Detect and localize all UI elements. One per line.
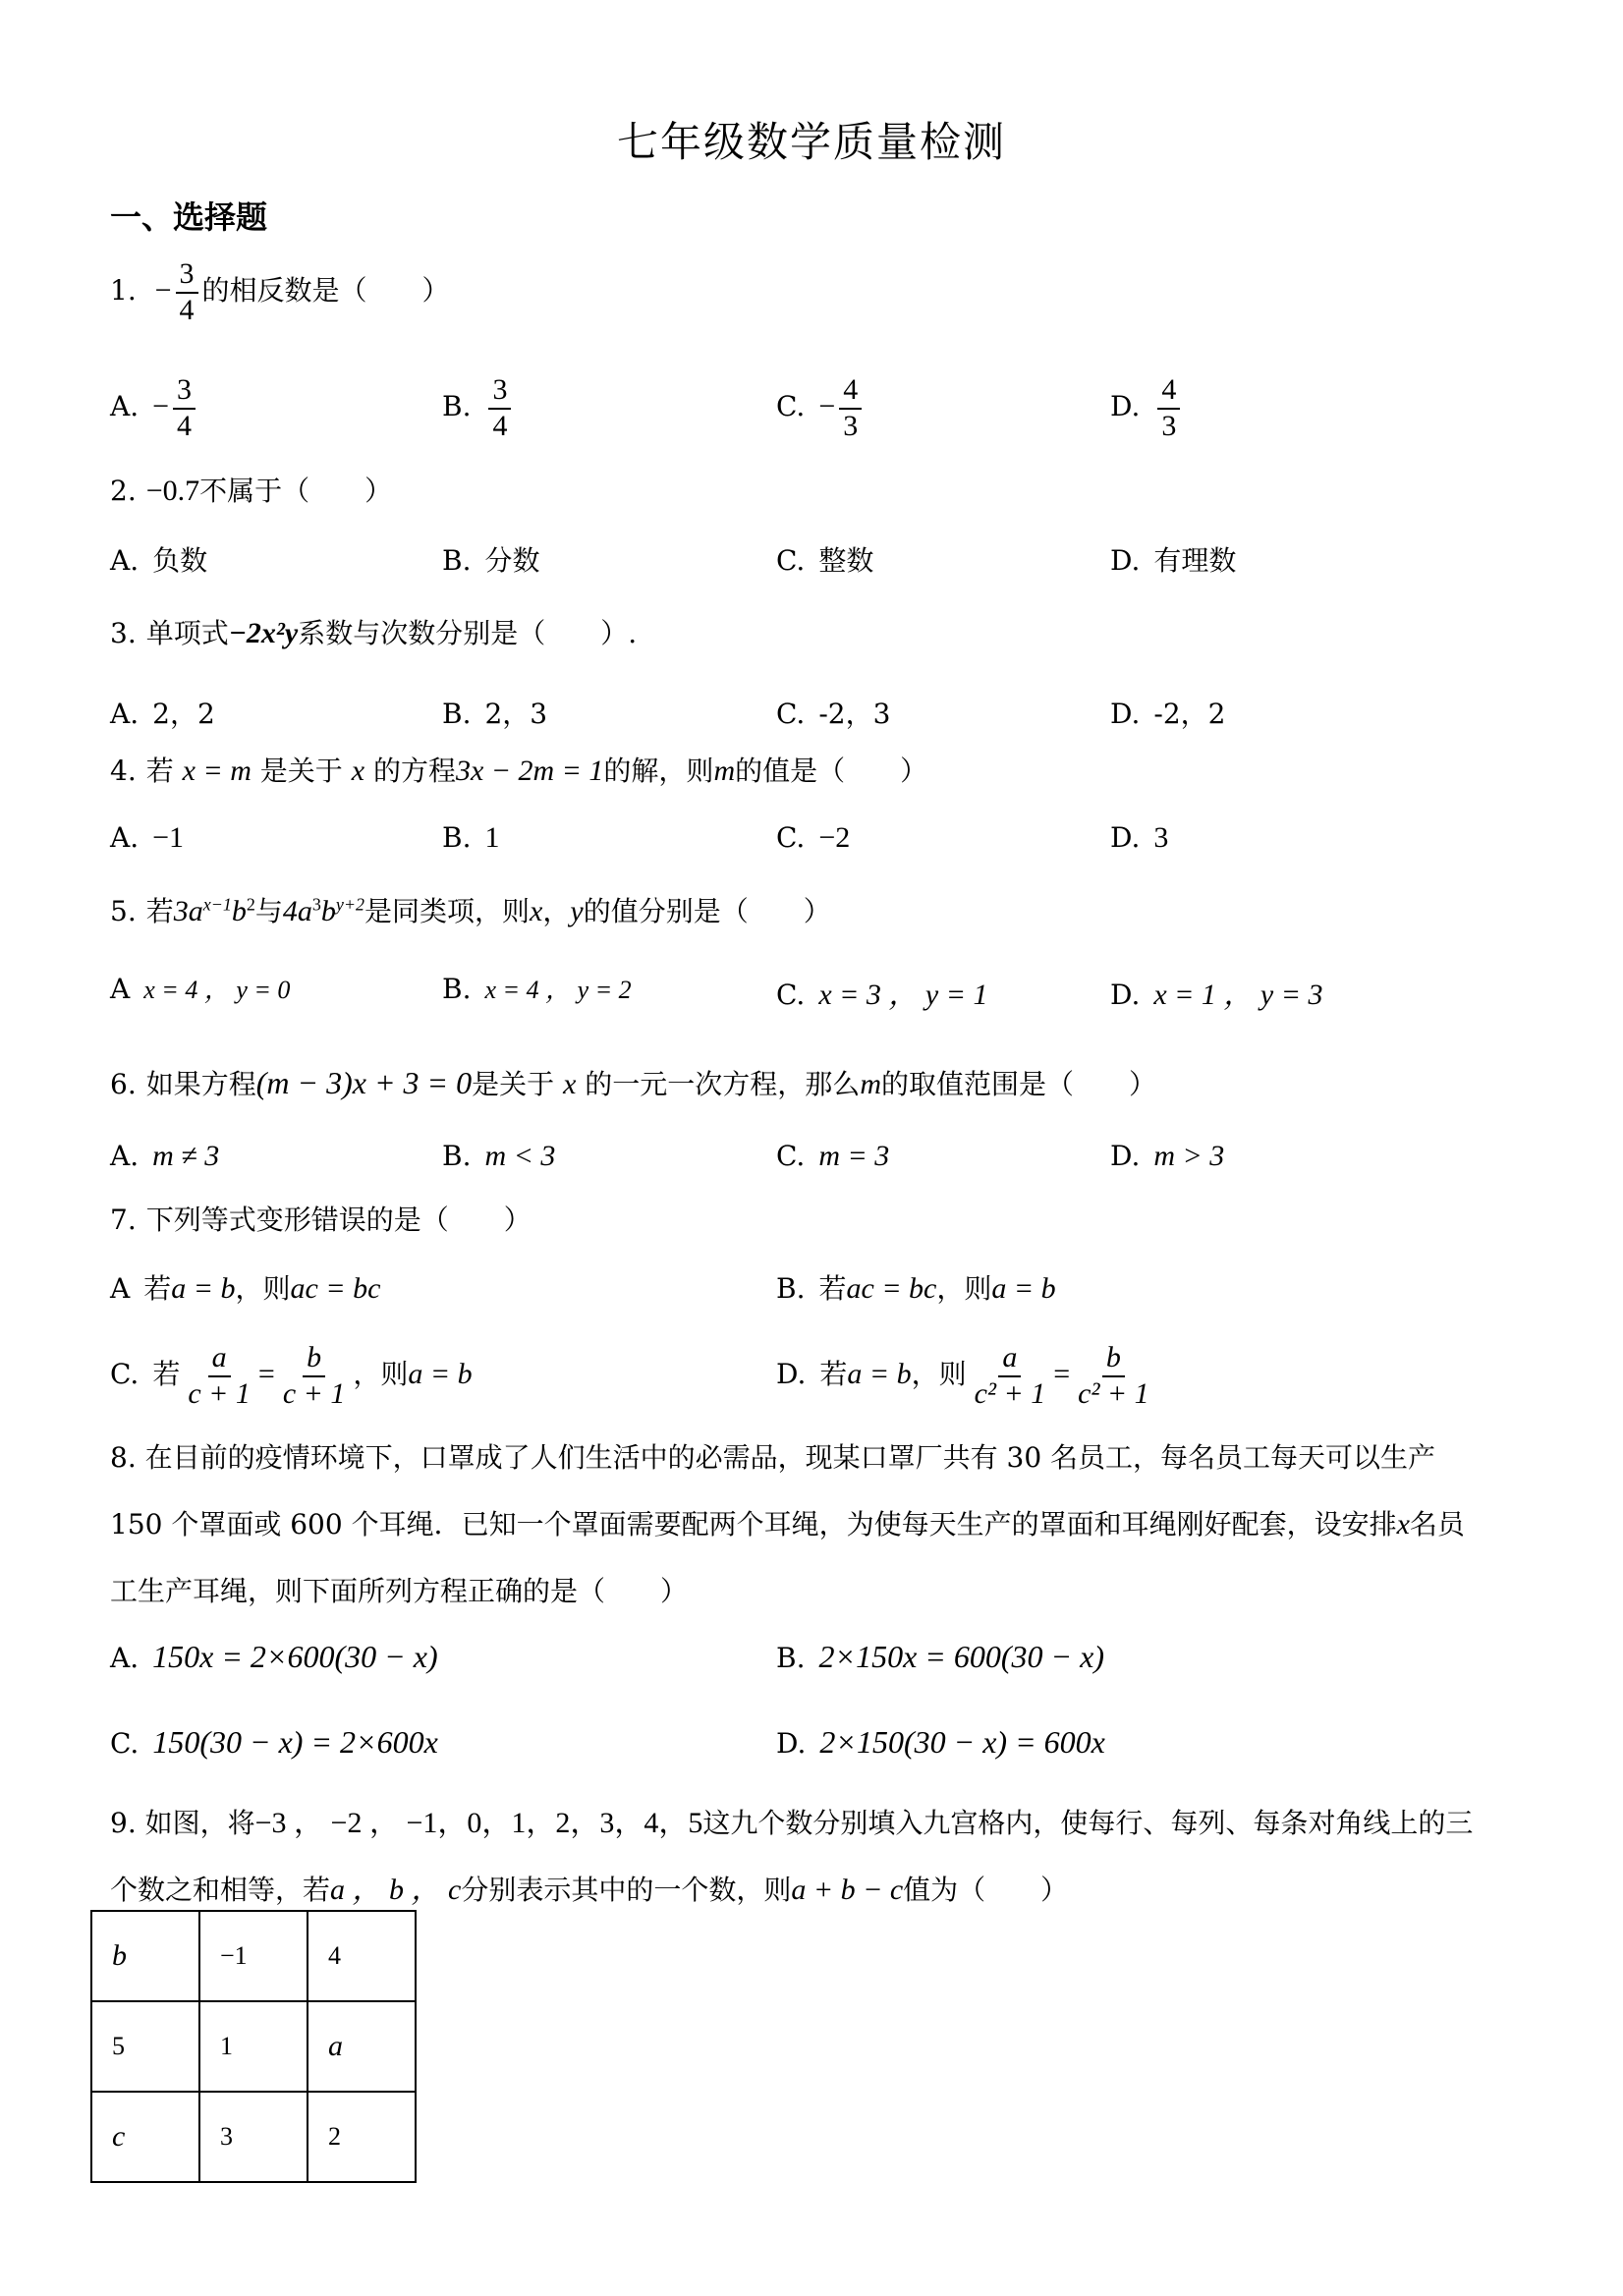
math-expression: a = b: [991, 1272, 1056, 1305]
question-text: 若: [145, 895, 174, 927]
question-text: 单项式: [145, 617, 229, 649]
math-exponent: 3: [311, 894, 321, 915]
question-7: [110, 1204, 532, 1237]
option-text: m = 3: [818, 1140, 890, 1172]
q5-option-a[interactable]: [110, 970, 290, 1006]
option-text: m > 3: [1153, 1140, 1225, 1172]
option-label: B.: [442, 973, 472, 1005]
option-label: B.: [442, 1140, 472, 1172]
grid-cell: b: [91, 1911, 199, 2001]
math-expression: a ， b ， c: [330, 1874, 462, 1906]
math-expression: −0.7: [145, 475, 200, 507]
question-text: 9. 如图，将: [110, 1807, 255, 1839]
math-expression: ac = bc: [290, 1272, 381, 1305]
question-text-line: [110, 1790, 1515, 1857]
question-number: 5.: [110, 895, 137, 927]
option-label: B.: [442, 821, 472, 854]
grid-cell: 2: [308, 2092, 416, 2182]
equals-sign: =: [257, 1358, 275, 1390]
math-exponent: 2: [246, 894, 255, 915]
math-exponent: x−1: [202, 894, 232, 915]
fraction-numerator: 3: [173, 373, 196, 410]
q3-option-a[interactable]: [110, 693, 215, 732]
question-text: 工生产耳绳，则下面所列方程正确的是（ ）: [110, 1575, 689, 1607]
grid-cell: −1: [199, 1911, 308, 2001]
math-expression: 3x − 2m = 1: [455, 755, 604, 787]
option-text: 若: [818, 1272, 847, 1305]
option-text: 1: [484, 821, 500, 854]
q7-option-d[interactable]: [776, 1341, 1157, 1411]
question-number: 3.: [110, 617, 137, 649]
grid-row: [91, 2001, 416, 2092]
option-text: ，则: [936, 1272, 992, 1305]
question-number: 7.: [110, 1204, 137, 1236]
option-text: 2，2: [152, 698, 215, 730]
question-text: 与: [254, 895, 283, 927]
option-label: A: [110, 1272, 131, 1305]
grid-cell: 5: [91, 2001, 199, 2092]
option-text: 负数: [152, 544, 208, 577]
math-expression: m: [713, 755, 736, 787]
question-number: 6.: [110, 1068, 137, 1100]
question-text: 8. 在目前的疫情环境下，口罩成了人们生活中的必需品，现某口罩厂共有 30 名员工，每名员工每天可以生产: [110, 1441, 1436, 1474]
fraction-denominator: 3: [1161, 409, 1177, 442]
option-sign: −: [818, 390, 836, 422]
math-expression: −2x²y: [228, 617, 299, 649]
math-expression: (m − 3)x + 3 = 0: [255, 1065, 473, 1100]
question-text: 名员: [1409, 1508, 1465, 1540]
option-text: 有理数: [1153, 544, 1237, 577]
question-text-line: [110, 1491, 1515, 1558]
fraction-numerator: a: [998, 1341, 1021, 1377]
option-label: A.: [110, 698, 140, 730]
question-text: 这九个数分别填入九宫格内，使每行、每列、每条对角线上的三: [702, 1807, 1474, 1839]
q7-option-a[interactable]: [110, 1267, 380, 1307]
q1-option-c[interactable]: [776, 373, 866, 443]
q4-option-a[interactable]: [110, 821, 184, 855]
option-text: ，则: [353, 1358, 409, 1390]
q5-option-b[interactable]: [442, 970, 632, 1006]
option-text: -2，2: [1153, 698, 1226, 730]
question-text: 下列等式变形错误的是（ ）: [145, 1204, 532, 1236]
math-expression: a = b: [171, 1272, 236, 1305]
math-expression: a = b: [408, 1358, 473, 1390]
question-1: [110, 257, 450, 327]
option-label: D.: [1110, 544, 1141, 577]
question-text: 150 个罩面或 600 个耳绳．已知一个罩面需要配两个耳绳，为使每天生产的罩面和耳绳刚好配套，设安排: [110, 1508, 1397, 1540]
question-5: [110, 894, 831, 929]
question-text: 个数之和相等，若: [110, 1874, 331, 1906]
option-label: C.: [776, 544, 806, 577]
math-expression: x: [530, 895, 543, 927]
q4-option-c[interactable]: [776, 821, 850, 855]
question-text: 的相反数是（ ）: [201, 274, 450, 307]
fraction-denominator: c + 1: [282, 1376, 346, 1410]
fraction-numerator: 3: [488, 373, 511, 410]
question-text: 值为（ ）: [903, 1874, 1069, 1906]
question-text: 不属于（ ）: [199, 475, 393, 507]
q6-option-c[interactable]: [776, 1140, 889, 1173]
math-expression: m: [860, 1068, 881, 1100]
option-label: B.: [442, 698, 472, 730]
option-text: 150x = 2×600(30 − x): [152, 1639, 438, 1674]
option-label: A.: [110, 1642, 140, 1674]
grid-cell: 3: [199, 2092, 308, 2182]
option-text: x = 3 ， y = 1: [818, 979, 988, 1011]
q5-option-d[interactable]: [1110, 970, 1322, 1013]
option-text: −2: [818, 821, 851, 854]
option-label: B.: [776, 1642, 806, 1674]
option-label: A.: [110, 821, 140, 854]
question-number: 4.: [110, 755, 137, 787]
q1-option-b[interactable]: [442, 373, 515, 443]
fraction-numerator: a: [208, 1341, 231, 1377]
fraction-denominator: 4: [177, 409, 193, 442]
option-fraction: [279, 1341, 350, 1411]
option-fraction: [1157, 373, 1180, 443]
option-text: x = 1 ， y = 3: [1153, 979, 1323, 1011]
option-text: 2×150x = 600(30 − x): [818, 1639, 1104, 1674]
question-text: 的值分别是（ ）: [583, 895, 831, 927]
equals-sign: =: [1053, 1358, 1071, 1390]
fraction-denominator: 4: [492, 409, 508, 442]
math-expression: x: [563, 1068, 577, 1100]
q3-option-c[interactable]: [776, 693, 890, 732]
math-expression: x: [351, 755, 365, 787]
math-expression: b: [231, 895, 247, 927]
q7-option-c[interactable]: [110, 1341, 473, 1411]
option-text: 3: [1153, 821, 1169, 854]
question-text: 系数与次数分别是（ ）.: [298, 617, 638, 649]
option-label: C.: [110, 1727, 140, 1760]
fraction-numerator: 3: [176, 257, 198, 294]
magic-square-grid: [90, 1910, 417, 2183]
q2-option-d[interactable]: [1110, 539, 1236, 579]
grid-row: [91, 2092, 416, 2182]
option-text: 分数: [484, 544, 540, 577]
option-label: A.: [110, 390, 140, 422]
option-text: 若: [152, 1358, 181, 1390]
option-label: D.: [776, 1727, 807, 1760]
option-text: −1: [152, 821, 185, 854]
question-text: 分别表示其中的一个数，则: [461, 1874, 792, 1906]
q3-option-b[interactable]: [442, 693, 547, 732]
option-label: A.: [110, 1140, 140, 1172]
q8-option-c[interactable]: [110, 1724, 438, 1761]
question-8: [110, 1425, 1515, 1625]
grid-cell: 1: [199, 2001, 308, 2092]
option-text: 整数: [818, 544, 874, 577]
question-text: 是同类项，则: [364, 895, 531, 927]
question-number: 1.: [110, 274, 137, 307]
fraction-denominator: c + 1: [188, 1376, 251, 1410]
math-expression: x: [1396, 1508, 1410, 1540]
question-number: 2.: [110, 475, 137, 507]
q8-option-b[interactable]: [776, 1639, 1104, 1675]
option-fraction: [1074, 1341, 1153, 1411]
q1-option-d[interactable]: [1110, 373, 1184, 443]
question-2: [110, 474, 392, 509]
question-text: 的值是（ ）: [735, 755, 928, 787]
option-label: B.: [776, 1272, 806, 1305]
fraction-denominator: 4: [179, 293, 195, 326]
math-expression: ac = bc: [846, 1272, 937, 1305]
option-label: D.: [1110, 1140, 1141, 1172]
question-6: [110, 1064, 1156, 1102]
question-text: 若: [145, 755, 174, 787]
fraction-denominator: 3: [843, 409, 859, 442]
option-text: 若: [143, 1272, 172, 1305]
option-fraction: [839, 373, 862, 443]
option-fraction: [971, 1341, 1050, 1411]
grid-cell: a: [308, 2001, 416, 2092]
option-fraction: [488, 373, 511, 443]
q8-option-a[interactable]: [110, 1639, 438, 1675]
option-text: m < 3: [484, 1140, 556, 1172]
grid-row: [91, 1911, 416, 2001]
fraction-denominator: c² + 1: [1078, 1376, 1149, 1410]
option-label: C.: [776, 979, 806, 1011]
option-text: x = 4 ， y = 2: [484, 976, 632, 1004]
section-heading: 一、选择题: [110, 198, 268, 236]
page-title: 七年级数学质量检测: [616, 118, 1006, 166]
option-text: 2×150(30 − x) = 600x: [819, 1724, 1105, 1760]
math-exponent: y+2: [335, 894, 365, 915]
question-text: 如果方程: [145, 1068, 256, 1100]
q7-option-b[interactable]: [776, 1267, 1056, 1307]
q6-option-b[interactable]: [442, 1140, 555, 1173]
option-text: x = 4 ， y = 0: [143, 976, 291, 1004]
q5-option-c[interactable]: [776, 970, 987, 1013]
option-fraction: [173, 373, 196, 443]
q2-option-a[interactable]: [110, 539, 207, 579]
q3-option-d[interactable]: [1110, 693, 1225, 732]
question-text: 是关于: [472, 1068, 555, 1100]
math-expression: b: [320, 895, 336, 927]
option-label: D.: [1110, 698, 1141, 730]
option-label: B.: [442, 390, 472, 422]
math-expression: a + b − c: [791, 1874, 904, 1906]
math-expression: x = m: [182, 755, 252, 787]
option-label: D.: [1110, 821, 1141, 854]
math-expression: y: [570, 895, 584, 927]
question-text: 的方程: [372, 755, 456, 787]
question-text: 的解，则: [603, 755, 714, 787]
fraction-numerator: 4: [1157, 373, 1180, 410]
question-text: 的一元一次方程，那么: [585, 1068, 861, 1100]
question-text: 的取值范围是（ ）: [880, 1068, 1156, 1100]
option-label: C.: [776, 821, 806, 854]
q4-option-d[interactable]: [1110, 821, 1168, 855]
fraction-numerator: 4: [839, 373, 862, 410]
q1-option-a[interactable]: [110, 373, 199, 443]
q4-option-b[interactable]: [442, 821, 499, 855]
option-label: D.: [1110, 390, 1141, 422]
q2-option-b[interactable]: [442, 539, 540, 579]
math-expression: 4a: [282, 895, 312, 927]
fraction-numerator: b: [303, 1341, 325, 1377]
q8-option-d[interactable]: [776, 1724, 1105, 1761]
option-text: ，则: [235, 1272, 291, 1305]
math-expression: 3a: [173, 895, 203, 927]
option-text: -2，3: [818, 698, 891, 730]
fraction-denominator: c² + 1: [974, 1376, 1046, 1410]
grid-cell: c: [91, 2092, 199, 2182]
question-9: [110, 1790, 1515, 1924]
option-text: ，则: [911, 1358, 967, 1390]
question-text: ，: [542, 895, 571, 927]
option-label: A.: [110, 544, 140, 577]
option-text: 2，3: [484, 698, 548, 730]
math-expression: a = b: [847, 1358, 912, 1390]
option-label: C.: [110, 1358, 140, 1390]
option-label: A: [110, 973, 131, 1005]
option-text: 150(30 − x) = 2×600x: [152, 1724, 438, 1760]
math-expression: −3 ， −2 ， −1，0，1，2，3，4，5: [254, 1807, 703, 1839]
question-3: [110, 616, 637, 651]
option-label: D.: [776, 1358, 807, 1390]
option-sign: −: [152, 390, 170, 422]
option-label: B.: [442, 544, 472, 577]
question-4: [110, 754, 927, 789]
fraction: [176, 257, 198, 327]
grid-cell: 4: [308, 1911, 416, 2001]
q6-option-d[interactable]: [1110, 1140, 1224, 1173]
fraction-sign: −: [154, 274, 172, 307]
question-text: 是关于: [259, 755, 343, 787]
option-label: C.: [776, 698, 806, 730]
fraction-numerator: b: [1102, 1341, 1125, 1377]
q6-option-a[interactable]: [110, 1140, 219, 1173]
option-text: m ≠ 3: [152, 1140, 220, 1172]
q2-option-c[interactable]: [776, 539, 873, 579]
option-fraction: [184, 1341, 254, 1411]
option-text: 若: [819, 1358, 848, 1390]
option-label: C.: [776, 1140, 806, 1172]
option-label: C.: [776, 390, 806, 422]
option-label: D.: [1110, 979, 1141, 1011]
